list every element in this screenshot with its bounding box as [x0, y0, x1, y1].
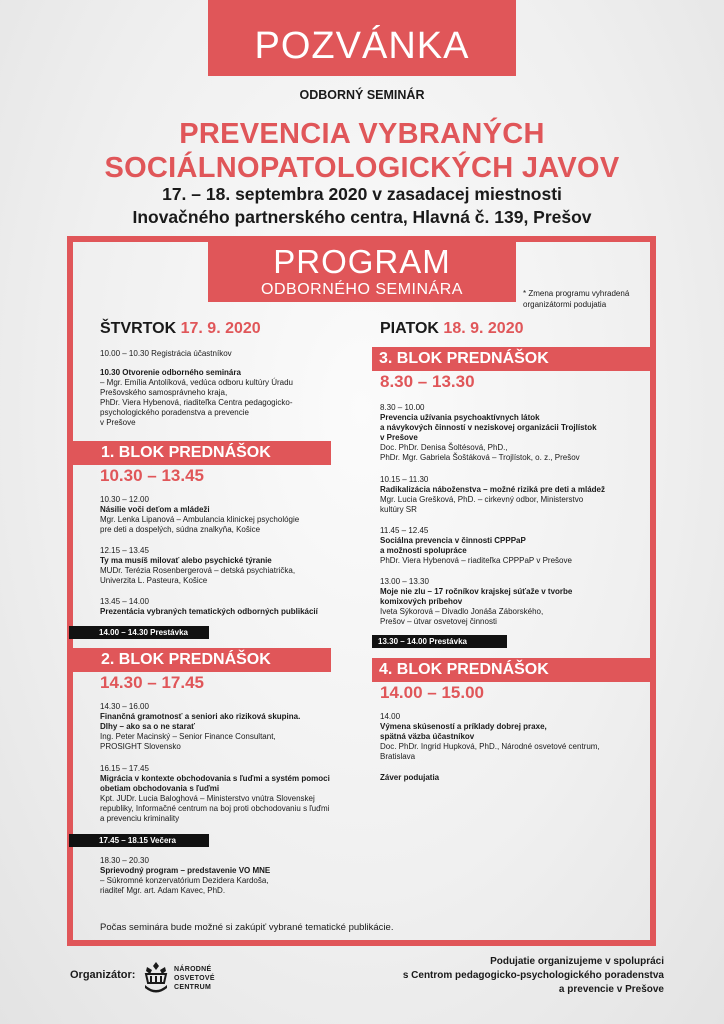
opening-line: – Mgr. Emília Antolíková, vedúca odboru kultúry Úradu — [100, 378, 293, 387]
talk-time: 18.30 – 20.30 — [100, 856, 149, 865]
talk-speaker: PROSIGHT Slovensko — [100, 742, 181, 751]
talk-speaker: Ing. Peter Macinský – Senior Finance Consultant, — [100, 732, 276, 741]
talk-speaker: PhDr. Viera Hybenová – riaditeľka CPPPaP v Prešove — [380, 556, 572, 565]
block2-time: 14.30 – 17.45 — [100, 673, 204, 692]
logo-text — [174, 965, 215, 992]
talk-title: Migrácia v kontexte obchodovania s ľuďmi a systém pomoci — [100, 774, 330, 783]
talk-title: a návykových činností v neziskovej organizácii Trojlístok — [380, 423, 597, 432]
talk-title: v Prešove — [380, 433, 418, 442]
talk-title: Dlhy – ako sa o ne starať — [100, 722, 195, 731]
block1-heading: 1. BLOK PREDNÁŠOK — [69, 441, 331, 465]
opening-title: 10.30 Otvorenie odborného seminára — [100, 368, 241, 377]
talk-time: 13.45 – 14.00 — [100, 597, 149, 606]
partner-line: Podujatie organizujeme v spolupráci — [490, 956, 664, 967]
organizer-label: Organizátor: — [70, 969, 136, 981]
talk-speaker: republiky, Informačné centrum na boj proti obchodovaniu s ľuďmi — [100, 804, 330, 813]
talk-speaker: Univerzita L. Pasteura, Košice — [100, 576, 208, 585]
talk-speaker: Mgr. Lucia Grešková, PhD. – cirkevný odbor, Ministerstvo — [380, 495, 584, 504]
friday-talk-1 — [380, 403, 640, 463]
thursday-heading — [100, 320, 261, 338]
talk-time: 11.45 – 12.45 — [380, 526, 429, 535]
partner-line: a prevencie v Prešove — [558, 984, 664, 995]
talk-speaker: kultúry SR — [380, 505, 417, 514]
partner-line: s Centrom pedagogicko-psychologického poradenstva — [402, 970, 664, 981]
talk-title: Prevencia užívania psychoaktívnych látok — [380, 413, 540, 422]
friday-talk-3 — [380, 526, 640, 566]
talk-title: Prezentácia vybraných tematických odborných publikácií — [100, 607, 318, 616]
talk-title: Finančná gramotnosť a seniori ako riziková skupina. — [100, 712, 301, 721]
registration: 10.00 – 10.30 Registrácia účastníkov — [100, 349, 232, 358]
talk-title: spätná väzba účastníkov — [380, 732, 475, 741]
opening-line: Prešovského samosprávneho kraja, — [100, 388, 228, 397]
invitation-banner: POZVÁNKA — [208, 0, 516, 76]
talk-time: 10.15 – 11.30 — [380, 475, 429, 484]
seminar-date-line1: 17. – 18. septembra 2020 v zasadacej miestnosti — [162, 184, 562, 204]
opening-line: PhDr. Viera Hybenová, riaditeľka Centra pedagogicko- — [100, 398, 293, 407]
talk-2 — [100, 546, 340, 586]
friday-talk-5 — [380, 712, 650, 762]
seminar-date-line2: Inovačného partnerského centra, Hlavná č. 139, Prešov — [132, 207, 592, 227]
block2-heading: 2. BLOK PREDNÁŠOK — [69, 648, 331, 672]
program-subtitle: ODBORNÉHO SEMINÁRA — [261, 281, 463, 298]
talk-title: Výmena skúseností a príklady dobrej praxe, — [380, 722, 547, 731]
talk-time: 14.00 — [380, 712, 401, 721]
opening-block — [100, 368, 340, 428]
talk-title: obetiam obchodovania s ľuďmi — [100, 784, 220, 793]
block3-time: 8.30 – 13.30 — [380, 372, 475, 391]
talk-time: 10.30 – 12.00 — [100, 495, 149, 504]
program-banner — [208, 238, 516, 302]
program-title: PROGRAM — [273, 243, 451, 280]
talk-title: Násilie voči deťom a mládeži — [100, 505, 210, 514]
closing: Záver podujatia — [380, 773, 440, 782]
talk-speaker: Prešov – útvar osvetovej činnosti — [380, 617, 497, 626]
talk-title: Radikalizácia náboženstva – možné riziká pre deti a mládež — [380, 485, 605, 494]
thursday-day: ŠTVRTOK — [100, 320, 177, 337]
talk-time: 13.00 – 13.30 — [380, 577, 429, 586]
noc-logo-icon — [143, 961, 169, 995]
logo-line: CENTRUM — [174, 984, 212, 991]
talk-title: a možnosti spolupráce — [380, 546, 467, 555]
block3-heading: 3. BLOK PREDNÁŠOK — [372, 347, 654, 371]
logo-line: OSVETOVÉ — [174, 975, 215, 982]
talk-title: Sprievodný program – predstavenie VO MNE — [100, 866, 271, 875]
friday-day: PIATOK — [380, 320, 439, 337]
talk-speaker: MUDr. Terézia Rosenbergerová – detská psychiatrička, — [100, 566, 296, 575]
seminar-title-line2: SOCIÁLNOPATOLOGICKÝCH JAVOV — [104, 152, 620, 184]
talk-time: 14.30 – 16.00 — [100, 702, 149, 711]
publications-note: Počas seminára bude možné si zakúpiť vybrané tematické publikácie. — [100, 922, 394, 933]
logo-line: NÁRODNÉ — [174, 966, 212, 973]
break-bar: 14.00 – 14.30 Prestávka — [69, 626, 209, 639]
thursday-date: 17. 9. 2020 — [180, 320, 261, 337]
talk-speaker: Doc. PhDr. Denisa Šoltésová, PhD., — [380, 443, 508, 452]
opening-line: psychologického poradenstva a prevencie — [100, 408, 249, 417]
talk-speaker: Bratislava — [380, 752, 416, 761]
talk-time: 16.15 – 17.45 — [100, 764, 149, 773]
talk-title: Sociálna prevencia v činnosti CPPPaP — [380, 536, 526, 545]
partner-note — [344, 955, 664, 997]
talk-speaker: a prevenciu kriminality — [100, 814, 180, 823]
talk-time: 8.30 – 10.00 — [380, 403, 425, 412]
talk-3 — [100, 597, 340, 617]
friday-talk-2 — [380, 475, 650, 515]
talk-title: Ty ma musíš milovať alebo psychické týranie — [100, 556, 272, 565]
dinner-bar: 17.45 – 18.15 Večera — [69, 834, 209, 847]
talk-6 — [100, 856, 340, 896]
break-bar: 13.30 – 14.00 Prestávka — [372, 635, 507, 648]
talk-5 — [100, 764, 350, 824]
friday-date: 18. 9. 2020 — [443, 320, 524, 337]
block4-heading: 4. BLOK PREDNÁŠOK — [372, 658, 654, 682]
talk-speaker: PhDr. Mgr. Gabriela Šoštáková – Trojlístok, o. z., Prešov — [380, 453, 580, 462]
talk-title: Moje nie zlu – 17 ročníkov krajskej súťaže v tvorbe — [380, 587, 573, 596]
program-change-note: * Zmena programu vyhradená organizátormi podujatia — [523, 289, 630, 309]
talk-time: 12.15 – 13.45 — [100, 546, 149, 555]
talk-speaker: riaditeľ Mgr. art. Adam Kavec, PhD. — [100, 886, 226, 895]
talk-speaker: Iveta Sýkorová – Divadlo Jonáša Záborského, — [380, 607, 544, 616]
talk-4 — [100, 702, 340, 752]
talk-speaker: Mgr. Lenka Lipanová – Ambulancia klinickej psychológie — [100, 515, 300, 524]
seminar-title-line1: PREVENCIA VYBRANÝCH — [179, 118, 545, 150]
friday-talk-4 — [380, 577, 640, 627]
talk-speaker: Kpt. JUDr. Lucia Baloghová – Ministerstvo vnútra Slovenskej — [100, 794, 315, 803]
block1-time: 10.30 – 13.45 — [100, 466, 204, 485]
seminar-type: ODBORNÝ SEMINÁR — [299, 88, 425, 102]
talk-speaker: pre deti a dospelých, súdna znalkyňa, Košice — [100, 525, 261, 534]
friday-heading — [380, 320, 524, 338]
talk-title: komixových príbehov — [380, 597, 463, 606]
talk-1 — [100, 495, 340, 535]
block4-time: 14.00 – 15.00 — [380, 683, 484, 702]
opening-line: v Prešove — [100, 418, 136, 427]
talk-speaker: Doc. PhDr. Ingrid Hupková, PhD., Národné osvetové centrum, — [380, 742, 600, 751]
talk-speaker: – Súkromné konzervatórium Dezidera Kardoša, — [100, 876, 269, 885]
